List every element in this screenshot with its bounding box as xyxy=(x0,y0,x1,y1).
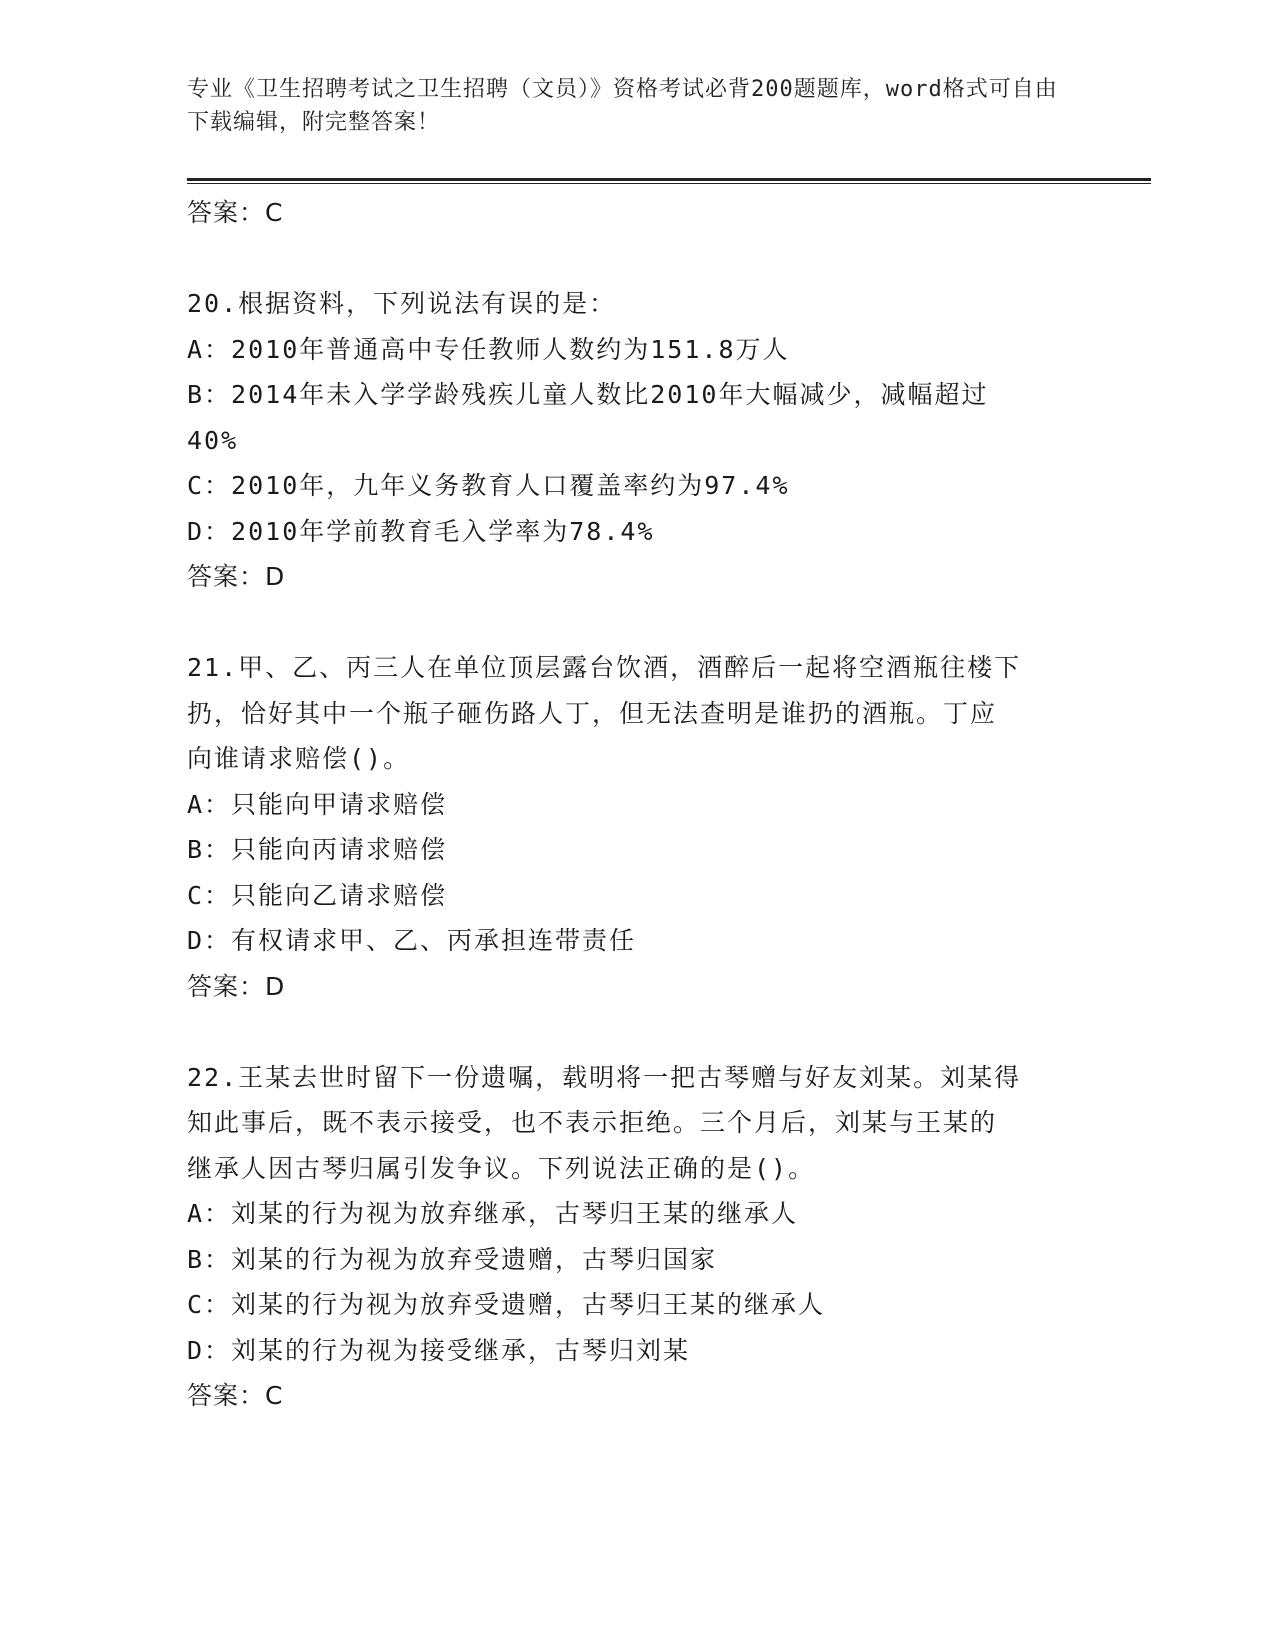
question-stem-line: 继承人因古琴归属引发争议。下列说法正确的是()。 xyxy=(187,1153,816,1183)
option-d: D：刘某的行为视为接受继承，古琴归刘某 xyxy=(187,1335,691,1365)
option-b: B：刘某的行为视为放弃受遗赠，古琴归国家 xyxy=(187,1244,718,1274)
question-stem-line: 知此事后，既不表示接受，也不表示拒绝。三个月后，刘某与王某的 xyxy=(187,1108,998,1137)
option-a: A：2010年普通高中专任教师人数约为151.8万人 xyxy=(187,334,790,364)
question-stem-line: 向谁请求赔偿()。 xyxy=(187,744,411,773)
option-d: D：有权请求甲、乙、丙承担连带责任 xyxy=(187,926,637,955)
answer-line: 答案：D xyxy=(187,971,286,1001)
question-block xyxy=(187,645,1087,1009)
option-b: B：只能向丙请求赔偿 xyxy=(187,835,448,864)
question-block xyxy=(187,281,1087,600)
option-c: C：2010年，九年义务教育人口覆盖率约为97.4% xyxy=(187,471,790,500)
option-d: D：2010年学前教育毛入学率为78.4% xyxy=(187,516,655,546)
answer-line: 答案：C xyxy=(187,198,284,227)
option-b-continued: 40% xyxy=(187,425,239,455)
option-a: A：只能向甲请求赔偿 xyxy=(187,789,448,819)
document-header: 专业《卫生招聘考试之卫生招聘（文员）》资格考试必背200题题库，word格式可自由下载编辑，附完整答案！ xyxy=(187,77,1058,135)
question-stem-line: 扔，恰好其中一个瓶子砸伤路人丁，但无法查明是谁扔的酒瓶。丁应 xyxy=(187,698,998,728)
question-list xyxy=(187,190,1087,1419)
option-b: B：2014年未入学学龄残疾儿童人数比2010年大幅减少，减幅超过 xyxy=(187,380,989,409)
answer-line: 答案：D xyxy=(187,562,286,591)
question-block xyxy=(187,1055,1087,1419)
spacer xyxy=(187,236,1087,282)
header-divider-thick xyxy=(187,178,1151,181)
spacer xyxy=(187,1009,1087,1055)
spacer xyxy=(187,600,1087,646)
option-c: C：只能向乙请求赔偿 xyxy=(187,880,448,910)
option-c: C：刘某的行为视为放弃受遗赠，古琴归王某的继承人 xyxy=(187,1290,826,1319)
question-stem: 20.根据资料，下列说法有误的是： xyxy=(187,289,617,318)
question-stem-line: 22.王某去世时留下一份遗嘱，载明将一把古琴赠与好友刘某。刘某得 xyxy=(187,1062,1022,1092)
header-divider-thin xyxy=(187,183,1151,184)
answer-line: 答案：C xyxy=(187,1381,284,1410)
option-a: A：刘某的行为视为放弃继承，古琴归王某的继承人 xyxy=(187,1199,799,1228)
question-stem-line: 21.甲、乙、丙三人在单位顶层露台饮酒，酒醉后一起将空酒瓶往楼下 xyxy=(187,653,1022,682)
